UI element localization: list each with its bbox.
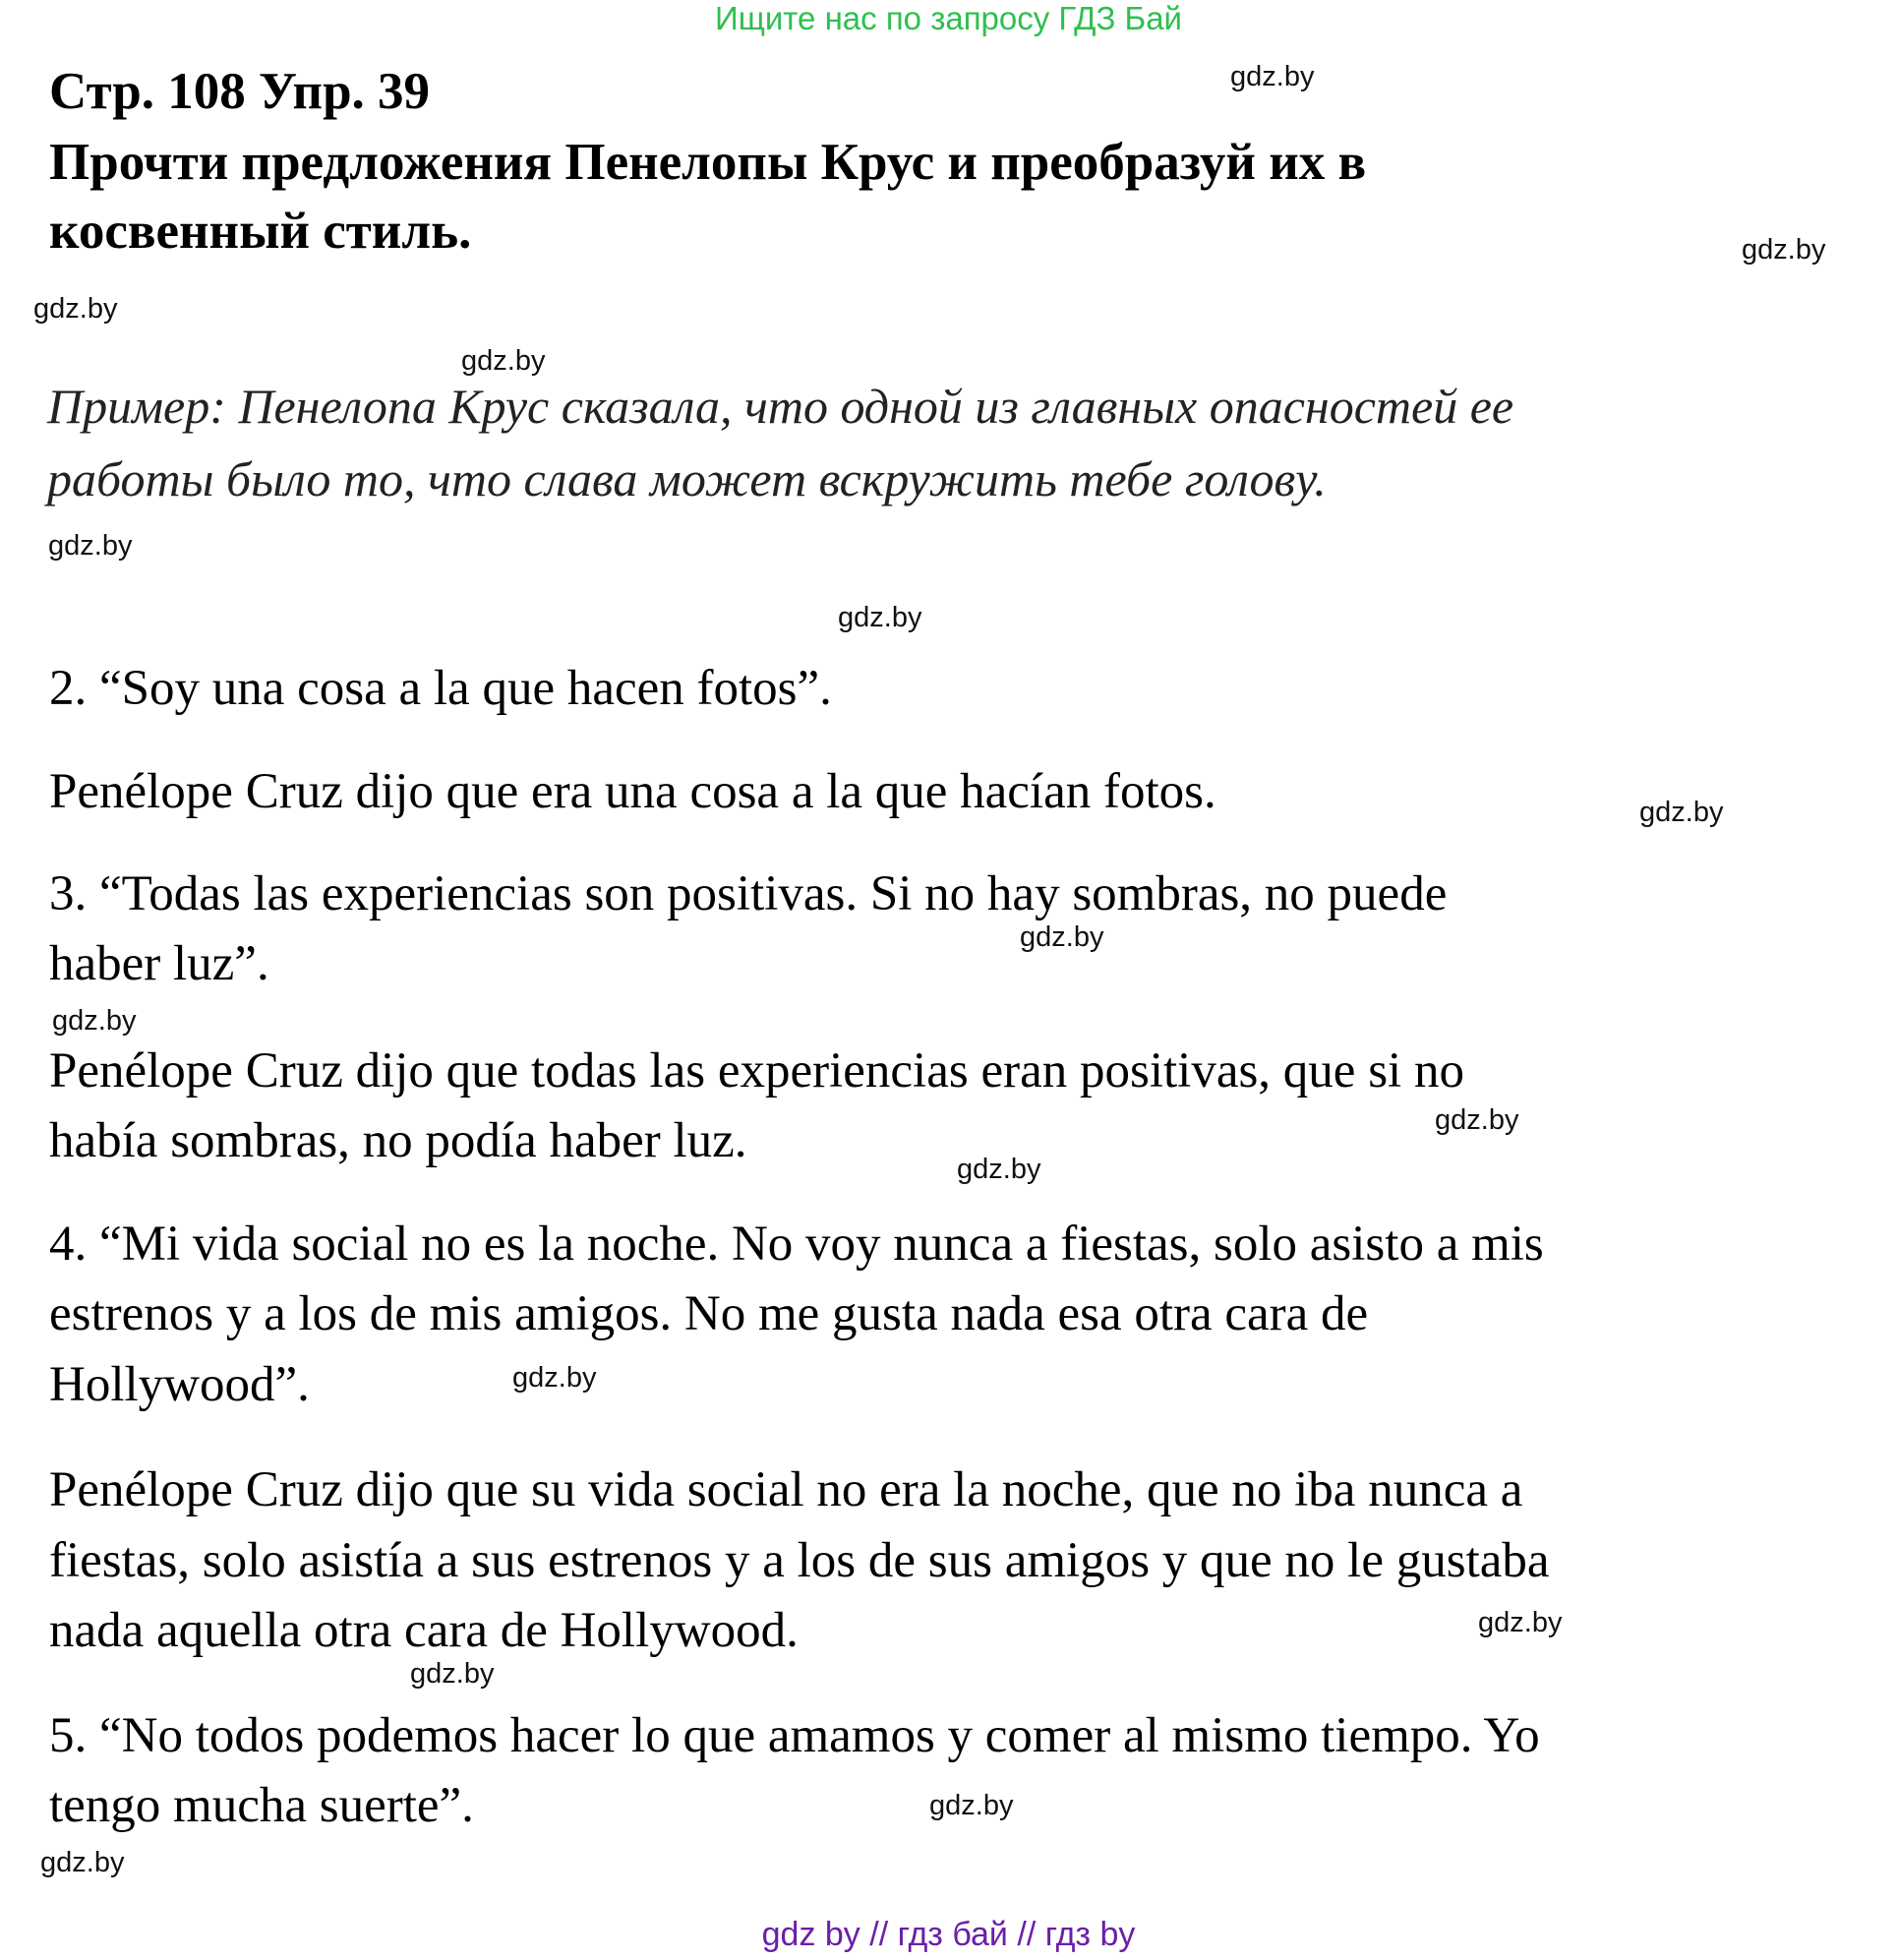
question-3-line-2: haber luz”. <box>49 936 269 991</box>
question-5-line-2: tengo mucha suerte”. <box>49 1778 474 1833</box>
watermark: gdz.by <box>461 345 546 377</box>
question-4-line-3: Hollywood”. <box>49 1357 310 1412</box>
watermark: gdz.by <box>1020 921 1104 953</box>
watermark: gdz.by <box>929 1790 1014 1821</box>
footer-links[interactable]: gdz by // гдз бай // гдз by <box>761 1916 1136 1953</box>
question-4-line-2: estrenos y a los de mis amigos. No me gusta nada esa otra cara de <box>49 1286 1369 1341</box>
answer-4-line-3: nada aquella otra cara de Hollywood. <box>49 1603 799 1658</box>
watermark: gdz.by <box>48 530 133 562</box>
answer-4-line-2: fiestas, solo asistía a sus estrenos y a los de sus amigos y que no le gustaba <box>49 1533 1550 1588</box>
watermark: gdz.by <box>33 293 118 325</box>
task-instruction-line-2: косвенный стиль. <box>49 203 472 260</box>
watermark: gdz.by <box>1742 234 1826 266</box>
watermark: gdz.by <box>1230 61 1315 92</box>
question-5-line-1: 5. “No todos podemos hacer lo que amamos y comer al mismo tiempo. Yo <box>49 1708 1540 1763</box>
answer-3-line-2: había sombras, no podía haber luz. <box>49 1113 747 1168</box>
question-4-line-1: 4. “Mi vida social no es la noche. No voy nunca a fiestas, solo asisto a mis <box>49 1217 1544 1272</box>
watermark: gdz.by <box>1435 1104 1519 1136</box>
answer-2-line-1: Penélope Cruz dijo que era una cosa a la que hacían fotos. <box>49 764 1216 819</box>
example-line-2: работы было то, что слава может вскружить тебе голову. <box>47 451 1327 506</box>
question-2-line-1: 2. “Soy una cosa a la que hacen fotos”. <box>49 661 832 716</box>
question-3-line-1: 3. “Todas las experiencias son positivas. Si no hay sombras, no puede <box>49 866 1448 921</box>
example-line-1: Пример: Пенелопа Крус сказала, что одной из главных опасностей ее <box>47 379 1514 434</box>
watermark: gdz.by <box>40 1847 125 1878</box>
watermark: gdz.by <box>838 602 922 633</box>
watermark: gdz.by <box>512 1362 597 1394</box>
watermark: gdz.by <box>410 1658 495 1690</box>
search-banner[interactable]: Ищите нас по запросу ГДЗ Бай <box>715 0 1182 36</box>
watermark: gdz.by <box>1478 1607 1563 1638</box>
answer-4-line-1: Penélope Cruz dijo que su vida social no era la noche, que no iba nunca a <box>49 1462 1523 1517</box>
page-title: Стр. 108 Упр. 39 <box>49 63 431 120</box>
answer-3-line-1: Penélope Cruz dijo que todas las experiencias eran positivas, que si no <box>49 1043 1464 1099</box>
task-instruction-line-1: Прочти предложения Пенелопы Крус и преобразуй их в <box>49 134 1367 191</box>
watermark: gdz.by <box>52 1005 137 1037</box>
watermark: gdz.by <box>957 1154 1041 1185</box>
watermark: gdz.by <box>1639 797 1724 828</box>
